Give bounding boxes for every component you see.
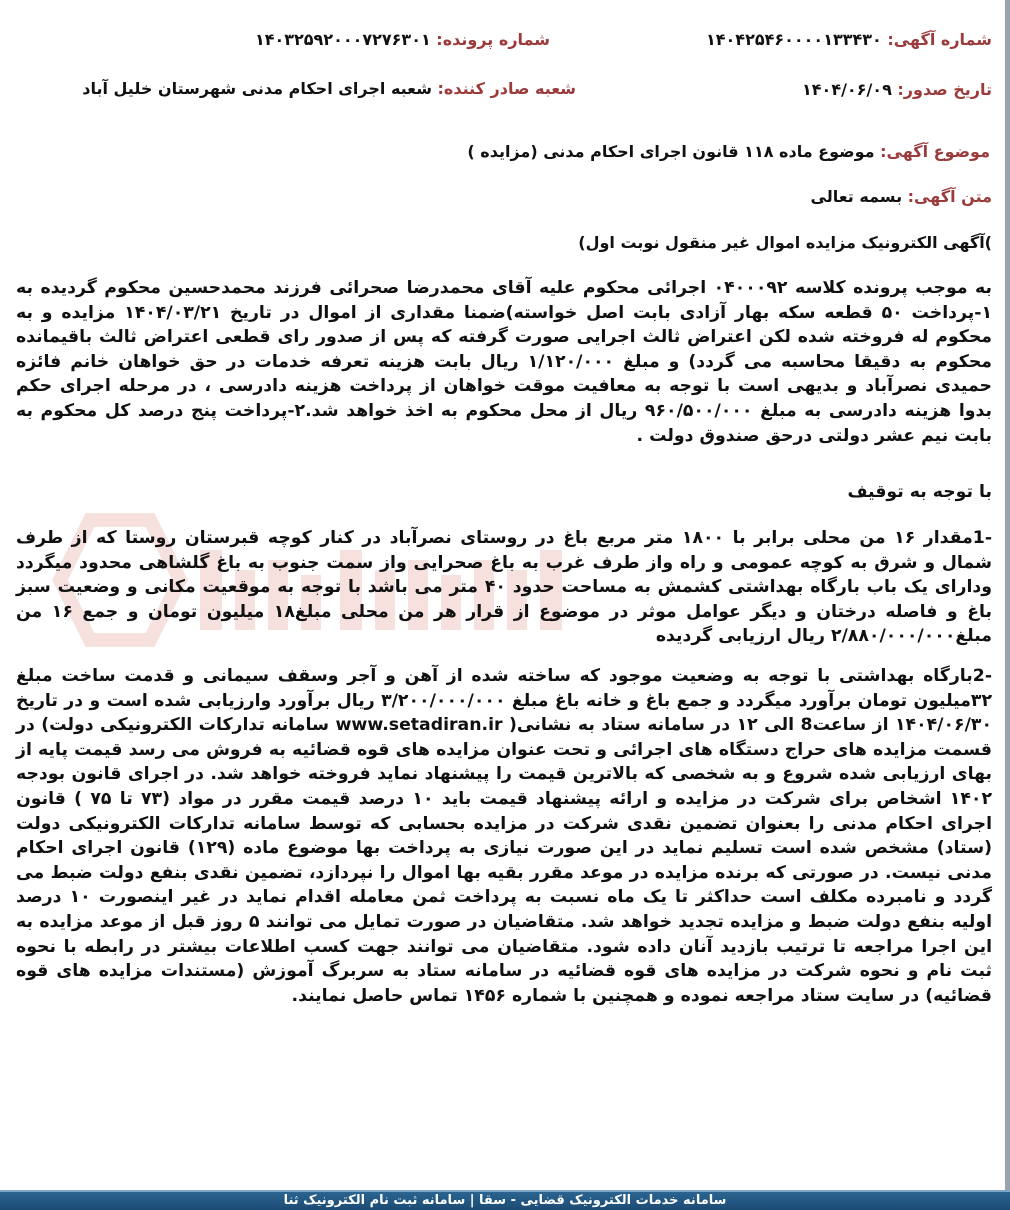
paragraph-judgment: به موجب پرونده کلاسه ۰۴۰۰۰۹۲ اجرائی محکوم علیه آقای محمدرضا صحرائی فرزند محمدحسین محکوم گردیده به ۱-پرداخت ۵۰ قطعه سکه بهار آزادی بابت اصل خواسته)ضمنا مقداری از اموال در تاریخ ۱۴۰۴/۰۳/۲۱ مزایده و به محکوم له فروخته شده لکن اعتراض ثالث اجرایی صورت گرفته که پس از صدور رای قطعی اعتراض ثالث باقیمانده محکوم به دقیقا محاسبه می گردد) و مبلغ ۱/۱۲۰/۰۰۰ ریال بابت هزینه تعرفه خدمات در حق خواهان خانم فائزه حمیدی نصرآباد و بدیهی است با توجه به معافیت موقت خواهان از پرداخت هزینه دادرسی ، در مرحله اجرای حکم بدوا هزینه دادرسی به مبلغ ۹۶۰/۵۰۰/۰۰۰ ریال از محل محکوم به اخذ خواهد شد.۲-پرداخت پنج درصد کل محکوم به بابت نیم عشر دولتی درحق صندوق دولت . <box>16 278 993 446</box>
issuing-branch-value: شعبه اجرای احکام مدنی شهرستان خلیل آباد <box>82 79 432 98</box>
footer-bar <box>0 1190 1010 1210</box>
footer-divider <box>0 1190 1010 1192</box>
issue-date <box>802 80 992 99</box>
notice-number-value: ۱۴۰۴۲۵۴۶۰۰۰۰۱۳۳۴۳۰ <box>706 30 882 49</box>
notice-text-header <box>811 187 992 206</box>
paragraph-seizure: با توجه به توقیف <box>847 482 992 502</box>
issuing-branch <box>82 79 576 98</box>
subject-label: موضوع آگهی: <box>880 142 990 161</box>
paragraph-item-2: -2بارگاه بهداشتی با توجه به وضعیت موجود که ساخته شده از آهن و آجر وسقف سیمانی و قدمت ساخت مبلغ ۳۲میلیون تومان برآورد میگردد و جمع باغ و خانه باغ مبلغ ۳/۲۰۰/۰۰۰/۰۰۰ ریال برآورد وارزیابی شده است و در تاریخ ۱۴۰۴/۰۶/۳۰ از ساعت8 الی ۱۲ در سامانه ستاد به نشانی( www.setadiran.ir سامانه تدارکات الکترونیکی دولت) در قسمت مزایده های حراج دستگاه های اجرائی و تحت عنوان مزایده های قوه قضائیه به فروش می رسد قیمت پایه از بهای ارزیابی شده شروع و به شخصی که بالاترین قیمت را پیشنهاد نماید فروخته خواهد شد. در اجرای قانون بودجه ۱۴۰۲ اشخاص برای شرکت در مزایده و ارائه پیشنهاد قیمت باید ۱۰ درصد قیمت مقرر در مواد (۷۳ تا ۷۵ ) قانون اجرای احکام مدنی را بعنوان تضمین نقدی شرکت در مزایده بحسابی که توسط سامانه تدارکات الکترونیکی دولت (ستاد) مشخص شده است تسلیم نماید در این صورت نیازی به پرداخت بها موضوع ماده (۱۲۹) قانون اجرای احکام مدنی نیست. در صورتی که برنده مزایده در موعد مقرر بقیه بها اموال را نپردازد، تضمین نقدی بنفع دولت ضبط می گردد و نامبرده مکلف است حداکثر تا یک ماه نسبت به پرداخت ثمن معامله اقدام نماید در غیر اینصورت ۱۰ درصد اولیه بنفع دولت ضبط و مزایده تجدید خواهد شد. متقاضیان در صورت تمایل می توانند ۵ روز قبل از موعد مزایده به این اجرا مراجعه تا ترتیب بازدید آنان داده شود. متقاضیان می توانند جهت کسب اطلاعات بیشتر در رابطه با نحوه ثبت نام و نحوه شرکت در مزایده های قوه قضائیه در سامانه ستاد به سربرگ آموزش (مستندات مزایده های قوه قضائیه) در سایت ستاد مراجعه نموده و همچنین با شماره ۱۴۵۶ تماس حاصل نمایند. <box>16 666 993 1006</box>
subject-value: موضوع ماده ۱۱۸ قانون اجرای احکام مدنی (مزایده ) <box>467 142 875 161</box>
issuing-branch-label: شعبه صادر کننده: <box>437 79 576 98</box>
paragraph-item-1: -1مقدار ۱۶ من محلی برابر با ۱۸۰۰ متر مربع باغ در روستای نصرآباد در کنار کوچه قبرستان روستا که از طرف شمال و شرق به کوچه عمومی و راه واز طرف غرب به باغ صحرایی واز سمت جنوب به باغ گلشاهی محدود میگردد ودارای یک باب بارگاه بهداشتی کشمش به مساحت حدود ۴۰ متر می باشد با توجه به موقعیت مکانی و وضعیت سبز باغ و فاصله درختان و دیگر عوامل موثر در موضوع از قرار هر من محلی مبلغ۱۸ میلیون تومان و جمع ۱۶ من مبلغ۲/۸۸۰/۰۰۰/۰۰۰ ریال ارزیابی گردیده <box>16 528 993 647</box>
text-opening: بسمه تعالی <box>810 187 903 206</box>
notice-heading <box>578 233 992 252</box>
case-number-label: شماره پرونده: <box>436 30 550 49</box>
footer-links[interactable]: سامانه خدمات الکترونیک قضایی - سقا | سامانه ثبت نام الکترونیک ثنا <box>283 1193 727 1208</box>
case-number-value: ۱۴۰۳۲۵۹۲۰۰۰۷۲۷۶۳۰۱ <box>254 30 431 49</box>
notice-number-label: شماره آگهی: <box>887 30 992 49</box>
heading-text: )آگهی الکترونیک مزایده اموال غیر منقول نوبت اول) <box>578 233 992 252</box>
text-label: متن آگهی: <box>907 187 992 206</box>
issue-date-label: تاریخ صدور: <box>897 80 992 99</box>
notice-subject <box>467 142 990 161</box>
issue-date-value: ۱۴۰۴/۰۶/۰۹ <box>802 80 892 99</box>
window-edge <box>1005 0 1010 1190</box>
notice-number <box>706 30 992 49</box>
case-number <box>255 30 550 49</box>
